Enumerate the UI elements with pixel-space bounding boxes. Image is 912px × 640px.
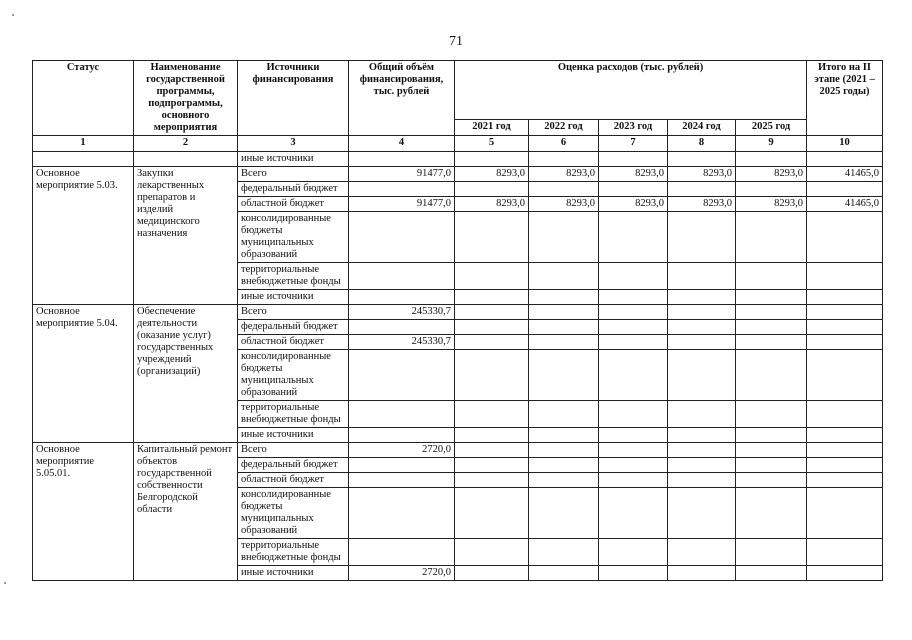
year-cell: [599, 350, 668, 401]
total-cell: [349, 401, 455, 428]
total-cell: 2720,0: [349, 443, 455, 458]
year-cell: [668, 566, 736, 581]
total-cell: [349, 350, 455, 401]
funding-source: федеральный бюджет: [238, 320, 349, 335]
year-cell: [736, 290, 807, 305]
year-cell: [599, 488, 668, 539]
year-cell: [455, 212, 529, 263]
year-cell: [455, 320, 529, 335]
total-cell: [349, 458, 455, 473]
total-cell: [349, 290, 455, 305]
header-year: 2022 год: [529, 120, 599, 136]
funding-source: Всего: [238, 167, 349, 182]
year-cell: [599, 212, 668, 263]
year-cell: [736, 335, 807, 350]
year-cell: [599, 182, 668, 197]
year-cell: [599, 539, 668, 566]
year-cell: [736, 428, 807, 443]
year-cell: [529, 182, 599, 197]
page-number: 71: [449, 34, 463, 49]
year-cell: [599, 566, 668, 581]
year-cell: [455, 539, 529, 566]
funding-source: консолидированные бюджеты муниципальных образований: [238, 350, 349, 401]
year-cell: [736, 539, 807, 566]
empty-cell: [349, 152, 455, 167]
column-number: 2: [134, 136, 238, 152]
year-cell: [736, 488, 807, 539]
total-cell: [349, 473, 455, 488]
year-cell: [455, 335, 529, 350]
year-cell: [455, 473, 529, 488]
year-cell: 8293,0: [599, 167, 668, 182]
funding-source: федеральный бюджет: [238, 458, 349, 473]
empty-cell: [599, 152, 668, 167]
year-cell: [668, 305, 736, 320]
funding-source: областной бюджет: [238, 335, 349, 350]
total-cell: [349, 182, 455, 197]
year-cell: [455, 182, 529, 197]
total-cell: 91477,0: [349, 197, 455, 212]
header-year: 2021 год: [455, 120, 529, 136]
empty-cell: [668, 152, 736, 167]
header-year: 2023 год: [599, 120, 668, 136]
column-number: 7: [599, 136, 668, 152]
itogo-cell: [807, 335, 883, 350]
table-row: [33, 305, 883, 320]
funding-source: территориальные внебюджетные фонды: [238, 401, 349, 428]
itogo-cell: [807, 263, 883, 290]
funding-source: иные источники: [238, 290, 349, 305]
total-cell: [349, 488, 455, 539]
year-cell: [599, 473, 668, 488]
year-cell: [668, 473, 736, 488]
itogo-cell: 41465,0: [807, 167, 883, 182]
total-cell: [349, 428, 455, 443]
year-cell: [736, 473, 807, 488]
year-cell: 8293,0: [668, 167, 736, 182]
total-cell: [349, 539, 455, 566]
year-cell: [529, 428, 599, 443]
budget-table: [32, 60, 883, 581]
itogo-cell: [807, 401, 883, 428]
header-sources: Источники финансирования: [238, 61, 349, 136]
column-number: 10: [807, 136, 883, 152]
year-cell: [599, 263, 668, 290]
year-cell: [668, 350, 736, 401]
year-cell: 8293,0: [736, 167, 807, 182]
total-cell: 91477,0: [349, 167, 455, 182]
funding-source: областной бюджет: [238, 473, 349, 488]
itogo-cell: [807, 539, 883, 566]
funding-source: Всего: [238, 305, 349, 320]
header-year: 2024 год: [668, 120, 736, 136]
funding-source: иные источники: [238, 152, 349, 167]
itogo-cell: [807, 443, 883, 458]
year-cell: [668, 458, 736, 473]
year-cell: [529, 290, 599, 305]
empty-cell: [529, 152, 599, 167]
year-cell: [668, 263, 736, 290]
year-cell: [529, 350, 599, 401]
itogo-cell: [807, 182, 883, 197]
itogo-cell: 41465,0: [807, 197, 883, 212]
header-status: Статус: [33, 61, 134, 136]
year-cell: [529, 305, 599, 320]
year-cell: [599, 401, 668, 428]
year-cell: [736, 401, 807, 428]
year-cell: [529, 443, 599, 458]
funding-source: территориальные внебюджетные фонды: [238, 263, 349, 290]
table-row: [33, 167, 883, 182]
year-cell: [668, 401, 736, 428]
year-cell: [455, 263, 529, 290]
year-cell: [736, 443, 807, 458]
total-cell: [349, 263, 455, 290]
total-cell: [349, 212, 455, 263]
year-cell: [668, 212, 736, 263]
funding-source: консолидированные бюджеты муниципальных образований: [238, 488, 349, 539]
itogo-cell: [807, 350, 883, 401]
name-cell: Капитальный ремонт объектов государственной собственности Белгородской области: [134, 443, 238, 581]
year-cell: [668, 428, 736, 443]
year-cell: [599, 305, 668, 320]
column-number-row: [33, 136, 883, 152]
year-cell: [599, 443, 668, 458]
year-cell: [668, 443, 736, 458]
year-cell: [529, 263, 599, 290]
year-cell: [529, 212, 599, 263]
status-cell: Основное мероприятие 5.03.: [33, 167, 134, 305]
year-cell: [529, 539, 599, 566]
year-cell: [668, 335, 736, 350]
empty-cell: [807, 152, 883, 167]
name-cell: Обеспечение деятельности (оказание услуг) государственных учреждений (организаций): [134, 305, 238, 443]
year-cell: [455, 290, 529, 305]
year-cell: 8293,0: [455, 167, 529, 182]
year-cell: [455, 566, 529, 581]
year-cell: 8293,0: [529, 197, 599, 212]
year-cell: 8293,0: [736, 197, 807, 212]
year-cell: 8293,0: [668, 197, 736, 212]
name-cell: Закупки лекарственных препаратов и изделий медицинского назначения: [134, 167, 238, 305]
header-total-volume: Общий объём финансирования, тыс. рублей: [349, 61, 455, 136]
year-cell: 8293,0: [529, 167, 599, 182]
funding-source: областной бюджет: [238, 197, 349, 212]
year-cell: [736, 212, 807, 263]
year-cell: [668, 290, 736, 305]
carry-over-row: [33, 152, 883, 167]
total-cell: 2720,0: [349, 566, 455, 581]
column-number: 4: [349, 136, 455, 152]
year-cell: [736, 458, 807, 473]
year-cell: [599, 458, 668, 473]
empty-cell: [736, 152, 807, 167]
column-number: 3: [238, 136, 349, 152]
year-cell: [668, 488, 736, 539]
header-year: 2025 год: [736, 120, 807, 136]
year-cell: [736, 566, 807, 581]
itogo-cell: [807, 488, 883, 539]
itogo-cell: [807, 320, 883, 335]
year-cell: 8293,0: [455, 197, 529, 212]
year-cell: [668, 539, 736, 566]
year-cell: [529, 458, 599, 473]
year-cell: [599, 320, 668, 335]
year-cell: [455, 488, 529, 539]
total-cell: [349, 320, 455, 335]
column-number: 5: [455, 136, 529, 152]
year-cell: [736, 350, 807, 401]
year-cell: [529, 473, 599, 488]
year-cell: [736, 305, 807, 320]
header-name: Наименование государственной программы, подпрограммы, основного мероприятия: [134, 61, 238, 136]
year-cell: [736, 320, 807, 335]
empty-cell: [33, 152, 134, 167]
itogo-cell: [807, 305, 883, 320]
status-cell: Основное мероприятие 5.05.01.: [33, 443, 134, 581]
funding-source: территориальные внебюджетные фонды: [238, 539, 349, 566]
table-row: [33, 443, 883, 458]
year-cell: [736, 182, 807, 197]
year-cell: [529, 335, 599, 350]
empty-cell: [455, 152, 529, 167]
year-cell: [668, 182, 736, 197]
year-cell: [599, 428, 668, 443]
year-cell: [668, 320, 736, 335]
funding-source: иные источники: [238, 566, 349, 581]
year-cell: [455, 350, 529, 401]
year-cell: [599, 290, 668, 305]
column-number: 8: [668, 136, 736, 152]
year-cell: [455, 305, 529, 320]
itogo-cell: [807, 566, 883, 581]
itogo-cell: [807, 428, 883, 443]
funding-source: иные источники: [238, 428, 349, 443]
year-cell: [599, 335, 668, 350]
year-cell: [529, 401, 599, 428]
itogo-cell: [807, 290, 883, 305]
year-cell: [529, 488, 599, 539]
year-cell: 8293,0: [599, 197, 668, 212]
total-cell: 245330,7: [349, 305, 455, 320]
year-cell: [455, 428, 529, 443]
column-number: 1: [33, 136, 134, 152]
status-cell: Основное мероприятие 5.04.: [33, 305, 134, 443]
year-cell: [529, 320, 599, 335]
column-number: 6: [529, 136, 599, 152]
year-cell: [529, 566, 599, 581]
header-estimate: Оценка расходов (тыс. рублей): [455, 61, 807, 120]
total-cell: 245330,7: [349, 335, 455, 350]
itogo-cell: [807, 458, 883, 473]
column-number: 9: [736, 136, 807, 152]
year-cell: [455, 401, 529, 428]
header-itogo: Итого на II этапе (2021 – 2025 годы): [807, 61, 883, 136]
itogo-cell: [807, 212, 883, 263]
year-cell: [736, 263, 807, 290]
year-cell: [455, 458, 529, 473]
year-cell: [455, 443, 529, 458]
scan-dot: [4, 582, 6, 584]
funding-source: консолидированные бюджеты муниципальных образований: [238, 212, 349, 263]
scan-dot: [12, 14, 14, 16]
itogo-cell: [807, 473, 883, 488]
funding-source: Всего: [238, 443, 349, 458]
funding-source: федеральный бюджет: [238, 182, 349, 197]
empty-cell: [134, 152, 238, 167]
